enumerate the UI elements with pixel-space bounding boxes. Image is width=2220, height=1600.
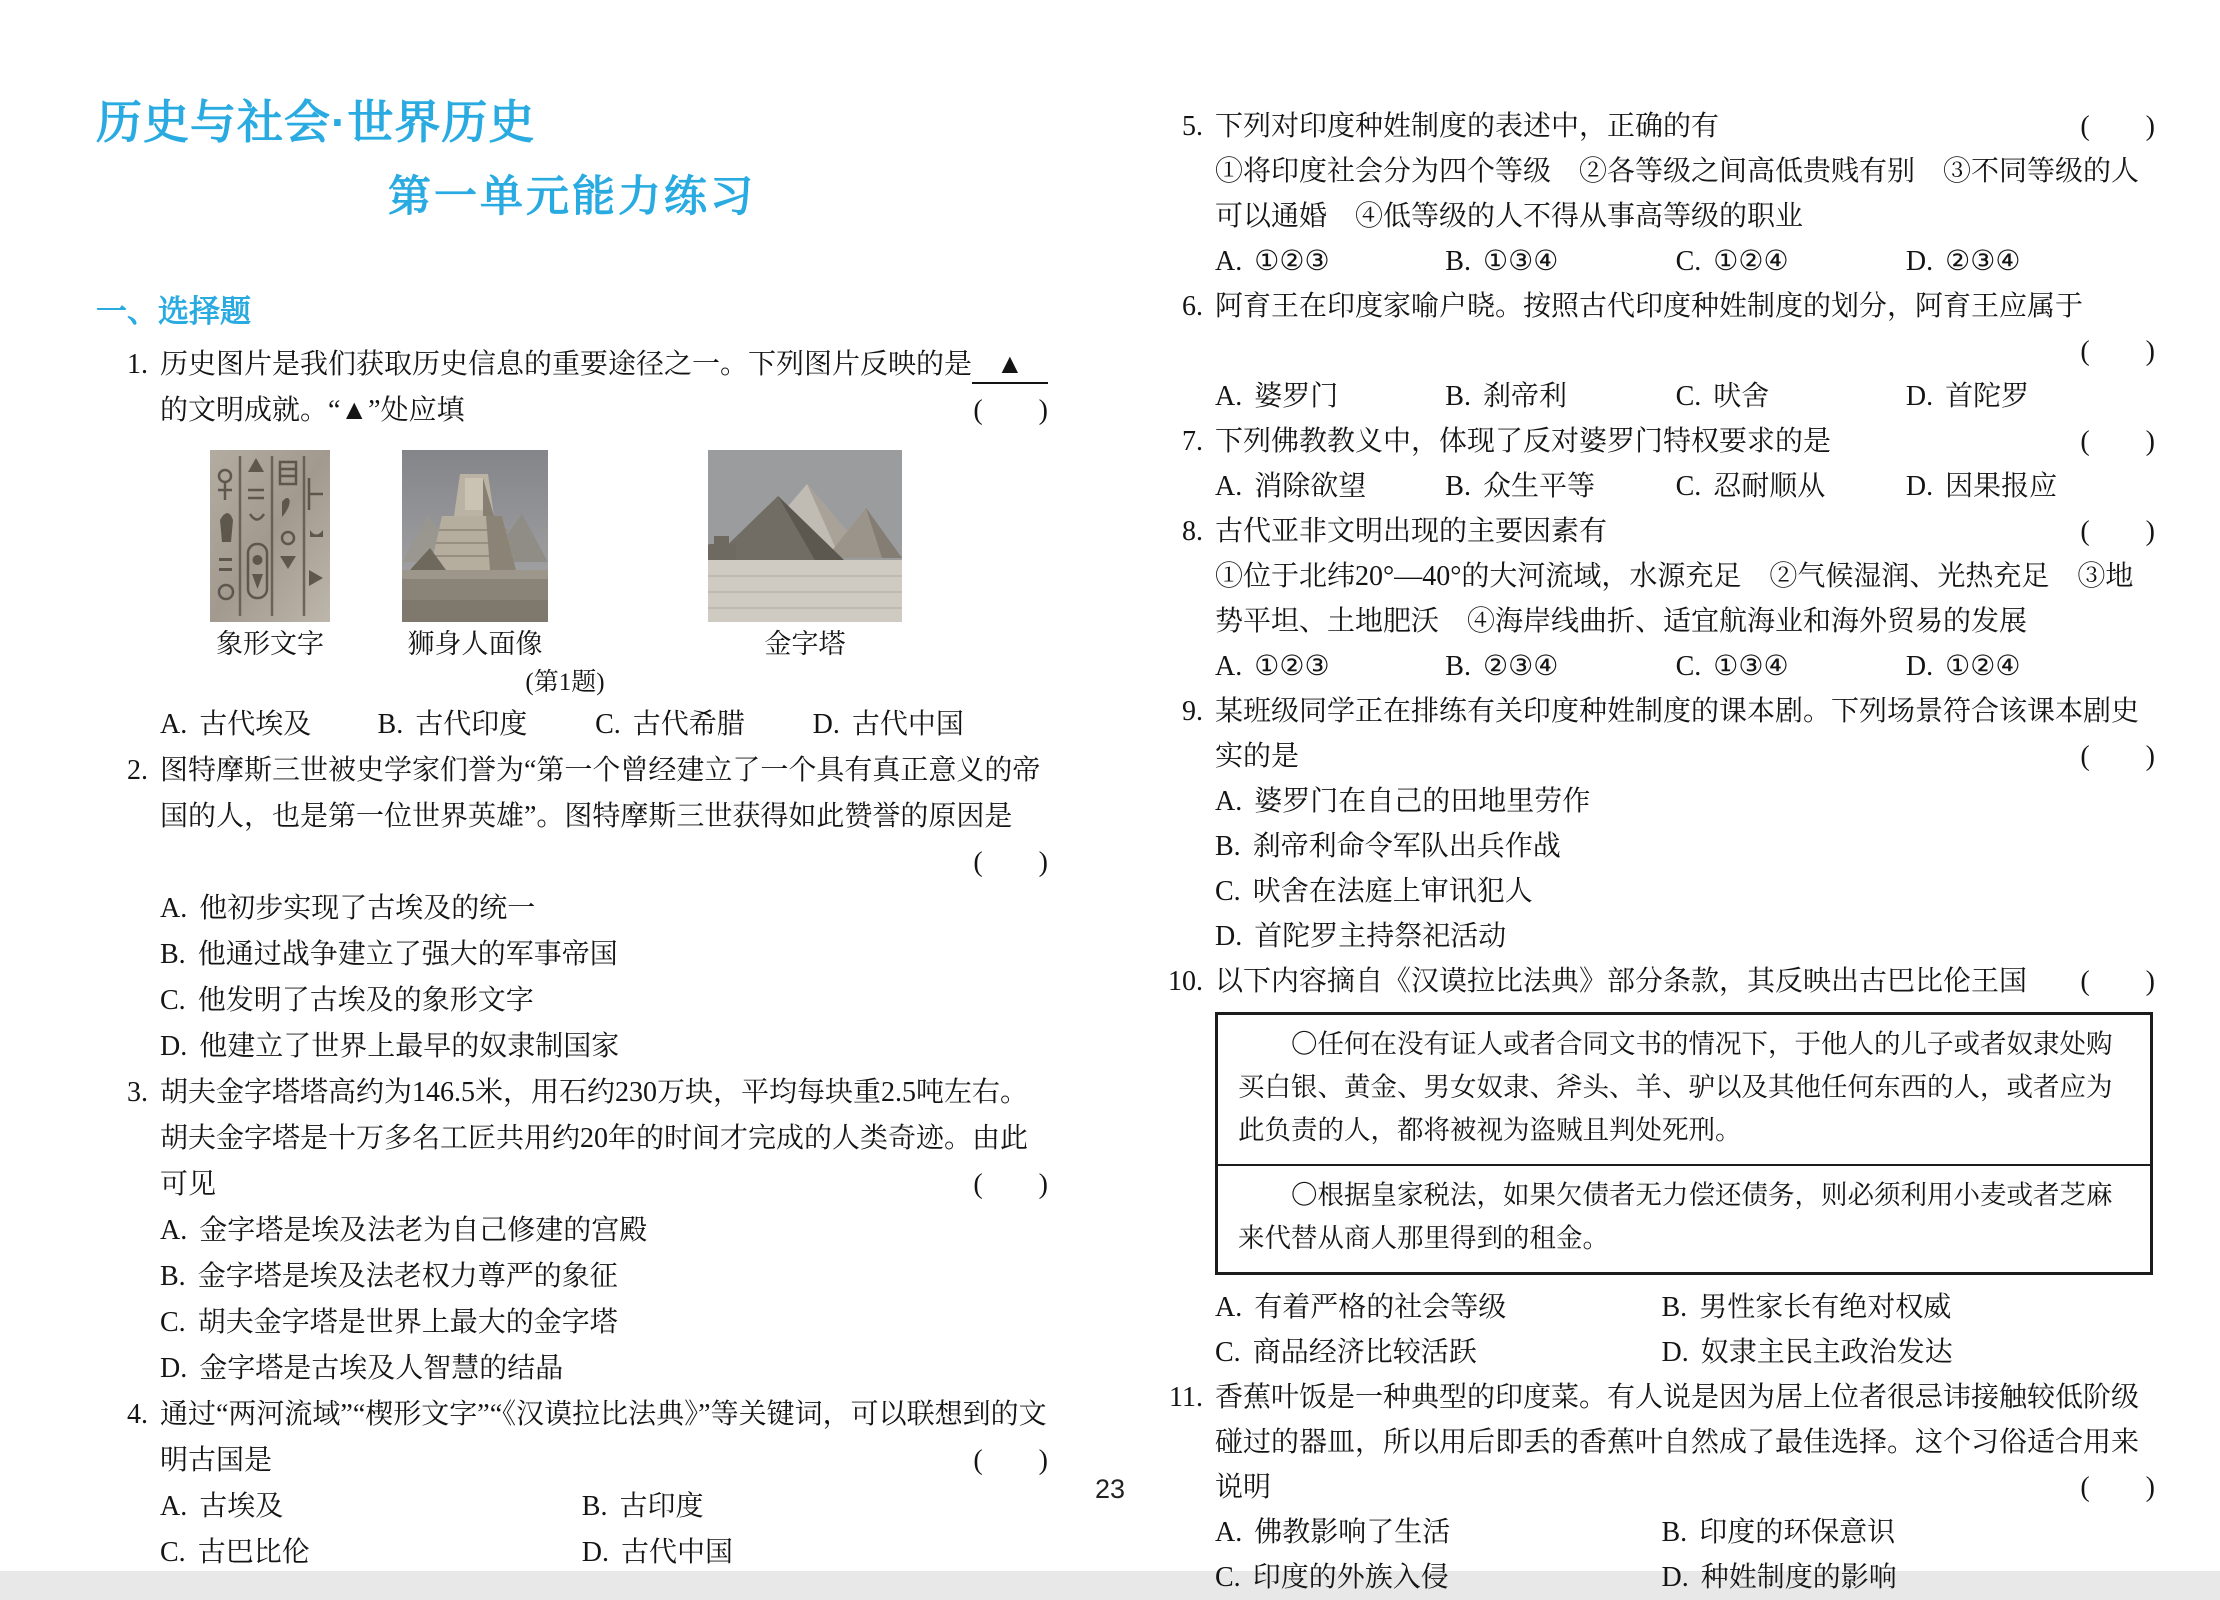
question-1-figures xyxy=(210,450,1048,664)
option: C. 印度的外族入侵 xyxy=(1215,1562,1449,1593)
option: C. 古巴比伦 xyxy=(160,1537,310,1568)
question-2-options xyxy=(160,886,1048,1070)
option: A. ①②③ xyxy=(1215,651,1330,682)
answer-bracket: ( ) xyxy=(2080,1472,2155,1503)
option: D. 古代中国 xyxy=(812,709,964,740)
question-number: 10. xyxy=(1168,966,1203,997)
question-2 xyxy=(96,748,1048,1070)
question-number: 11. xyxy=(1169,1382,1203,1413)
question-number: 2. xyxy=(127,755,148,786)
sphinx-image xyxy=(402,450,548,622)
option: A. 古代埃及 xyxy=(160,709,312,740)
option: C. 胡夫金字塔是世界上最大的金字塔 xyxy=(160,1307,618,1338)
option: B. 金字塔是埃及法老权力尊严的象征 xyxy=(160,1261,618,1292)
option: D. 因果报应 xyxy=(1905,471,2058,502)
answer-bracket: ( ) xyxy=(973,1445,1048,1476)
option: B. ①③④ xyxy=(1445,246,1559,277)
fill-blank: ▲ xyxy=(972,348,1048,384)
option: A. 有着严格的社会等级 xyxy=(1215,1292,1507,1323)
question-number: 5. xyxy=(1182,111,1203,142)
question-stem: 某班级同学正在排练有关印度种姓制度的课本剧。下列场景符合该课本剧史实的是 ( ) xyxy=(1215,689,2155,779)
figure-pyramids xyxy=(708,450,902,664)
question-number: 8. xyxy=(1182,516,1203,547)
figure-caption: 象形文字 xyxy=(216,629,324,659)
option: A. ①②③ xyxy=(1215,246,1330,277)
question-number: 3. xyxy=(127,1077,148,1108)
option: B. 男性家长有绝对权威 xyxy=(1661,1292,1952,1323)
answer-bracket: ( ) xyxy=(973,847,1048,878)
question-stem: 通过“两河流域”“楔形文字”“《汉谟拉比法典》”等关键词，可以联想到的文明古国是 ( ) xyxy=(160,1392,1048,1484)
figure-hieroglyphs xyxy=(210,450,330,664)
question-8 xyxy=(1151,509,2155,689)
question-7-options xyxy=(1215,464,2155,509)
question-stem: 下列佛教教义中，体现了反对婆罗门特权要求的是 ( ) xyxy=(1215,419,2155,464)
question-number: 1. xyxy=(127,349,148,380)
answer-bracket: ( ) xyxy=(2080,966,2155,997)
option: D. 首陀罗 xyxy=(1905,381,2030,412)
question-number: 9. xyxy=(1182,696,1203,727)
question-stem: 香蕉叶饭是一种典型的印度菜。有人说是因为居上位者很忌讳接触较低阶级碰过的器皿，所以用后即丢的香蕉叶自然成了最佳选择。这个习俗适合用来说明 ( ) xyxy=(1215,1375,2155,1510)
option: D. 种姓制度的影响 xyxy=(1661,1562,1897,1593)
question-stem: 历史图片是我们获取历史信息的重要途径之一。下列图片反映的是 ▲的文明成就。“▲”处应填 ( ) xyxy=(160,342,1048,434)
excerpt-paragraph: 〇根据皇家税法，如果欠债者无力偿还债务，则必须利用小麦或者芝麻来代替从商人那里得到的租金。 xyxy=(1218,1164,2150,1272)
option: C. 商品经济比较活跃 xyxy=(1215,1337,1477,1368)
option: A. 金字塔是埃及法老为自己修建的宫殿 xyxy=(160,1215,648,1246)
question-number: 7. xyxy=(1182,426,1203,457)
question-7 xyxy=(1151,419,2155,509)
answer-bracket: ( ) xyxy=(973,395,1048,426)
question-9-options xyxy=(1215,779,2155,959)
question-9 xyxy=(1151,689,2155,959)
question-1-options xyxy=(160,702,1048,748)
law-code-excerpt-box xyxy=(1215,1012,2153,1275)
question-3 xyxy=(96,1070,1048,1392)
option: A. 消除欲望 xyxy=(1215,471,1367,502)
question-stem: 以下内容摘自《汉谟拉比法典》部分条款，其反映出古巴比伦王国 ( ) xyxy=(1215,959,2155,1004)
question-stem: 古代亚非文明出现的主要因素有 ( ) xyxy=(1215,509,2155,554)
question-clauses: ①位于北纬20°—40°的大河流域，水源充足 ②气候湿润、光热充足 ③地势平坦、土地肥沃 ④海岸线曲折、适宜航海业和海外贸易的发展 xyxy=(1215,561,2134,637)
answer-bracket: ( ) xyxy=(2080,426,2155,457)
option: C. 吠舍在法庭上审讯犯人 xyxy=(1215,876,1533,907)
question-6-options xyxy=(1215,374,2155,419)
series-title: 历史与社会·世界历史 xyxy=(96,96,536,148)
option: C. ①③④ xyxy=(1675,651,1789,682)
question-5 xyxy=(1151,104,2155,284)
right-column xyxy=(1151,0,2155,1600)
page-number: 23 xyxy=(1094,1474,1126,1504)
question-stem: 图特摩斯三世被史学家们誉为“第一个曾经建立了一个具有真正意义的帝国的人，也是第一位世界英雄”。图特摩斯三世获得如此赞誉的原因是 ( ) xyxy=(160,748,1048,886)
answer-bracket: ( ) xyxy=(2080,111,2155,142)
option: C. 吠舍 xyxy=(1675,381,1770,412)
option: B. 众生平等 xyxy=(1445,471,1595,502)
option: B. 古代印度 xyxy=(377,709,528,740)
answer-bracket: ( ) xyxy=(2080,516,2155,547)
question-clauses: ①将印度社会分为四个等级 ②各等级之间高低贵贱有别 ③不同等级的人可以通婚 ④低等级的人不得从事高等级的职业 xyxy=(1215,156,2140,232)
option: B. 刹帝利命令军队出兵作战 xyxy=(1215,831,1561,862)
option: B. ②③④ xyxy=(1445,651,1559,682)
left-column xyxy=(96,0,1048,1576)
option: C. 古代希腊 xyxy=(595,709,745,740)
option: B. 他通过战争建立了强大的军事帝国 xyxy=(160,939,618,970)
option: D. 奴隶主民主政治发达 xyxy=(1661,1337,1953,1368)
figure-sphinx xyxy=(402,450,548,664)
answer-bracket: ( ) xyxy=(2080,741,2155,772)
question-5-options xyxy=(1215,239,2155,284)
question-stem: 下列对印度种姓制度的表述中，正确的有 ( ) xyxy=(1215,104,2155,149)
option: A. 他初步实现了古埃及的统一 xyxy=(160,893,536,924)
answer-bracket: ( ) xyxy=(973,1169,1048,1200)
option: A. 婆罗门在自己的田地里劳作 xyxy=(1215,786,1591,817)
question-number: 6. xyxy=(1182,291,1203,322)
hieroglyphs-image xyxy=(210,450,330,622)
question-10 xyxy=(1151,959,2155,1375)
option: C. 他发明了古埃及的象形文字 xyxy=(160,985,534,1016)
option: A. 古埃及 xyxy=(160,1491,284,1522)
option: A. 婆罗门 xyxy=(1215,381,1339,412)
question-stem: 胡夫金字塔塔高约为146.5米，用石约230万块，平均每块重2.5吨左右。胡夫金字塔是十万多名工匠共用约20年的时间才完成的人类奇迹。由此可见 ( ) xyxy=(160,1070,1048,1208)
option: D. 古代中国 xyxy=(581,1537,734,1568)
question-3-options xyxy=(160,1208,1048,1392)
option: D. ①②④ xyxy=(1905,651,2021,682)
option: D. 他建立了世界上最早的奴隶制国家 xyxy=(160,1031,620,1062)
section-label: 一、选择题 xyxy=(96,294,251,329)
unit-title: 第一单元能力练习 xyxy=(388,174,756,221)
figure-caption: 狮身人面像 xyxy=(407,629,543,659)
question-number: 4. xyxy=(127,1399,148,1430)
excerpt-paragraph: 〇任何在没有证人或者合同文书的情况下，于他人的儿子或者奴隶处购买白银、黄金、男女奴隶、斧头、羊、驴以及其他任何东西的人，或者应为此负责的人，都将被视为盗贼且判处死刑。 xyxy=(1238,1029,2113,1145)
option: D. 首陀罗主持祭祀活动 xyxy=(1215,921,1507,952)
option: C. ①②④ xyxy=(1675,246,1789,277)
question-11-options xyxy=(1215,1510,2155,1600)
option: B. 印度的环保意识 xyxy=(1661,1517,1896,1548)
option: D. 金字塔是古埃及人智慧的结晶 xyxy=(160,1353,564,1384)
option: A. 佛教影响了生活 xyxy=(1215,1517,1451,1548)
answer-bracket: ( ) xyxy=(2080,336,2155,367)
figure-caption: 金字塔 xyxy=(764,629,846,659)
question-1 xyxy=(96,342,1048,748)
question-10-options xyxy=(1215,1285,2155,1375)
pyramids-image xyxy=(708,450,902,622)
option: B. 古印度 xyxy=(581,1491,704,1522)
option: D. ②③④ xyxy=(1905,246,2021,277)
question-stem: 阿育王在印度家喻户晓。按照古代印度种姓制度的划分，阿育王应属于 ( ) xyxy=(1215,284,2155,374)
option: B. 刹帝利 xyxy=(1445,381,1567,412)
question-8-options xyxy=(1215,644,2155,689)
figure-note: (第1题) xyxy=(525,669,605,696)
option: C. 忍耐顺从 xyxy=(1675,471,1826,502)
question-6 xyxy=(1151,284,2155,419)
